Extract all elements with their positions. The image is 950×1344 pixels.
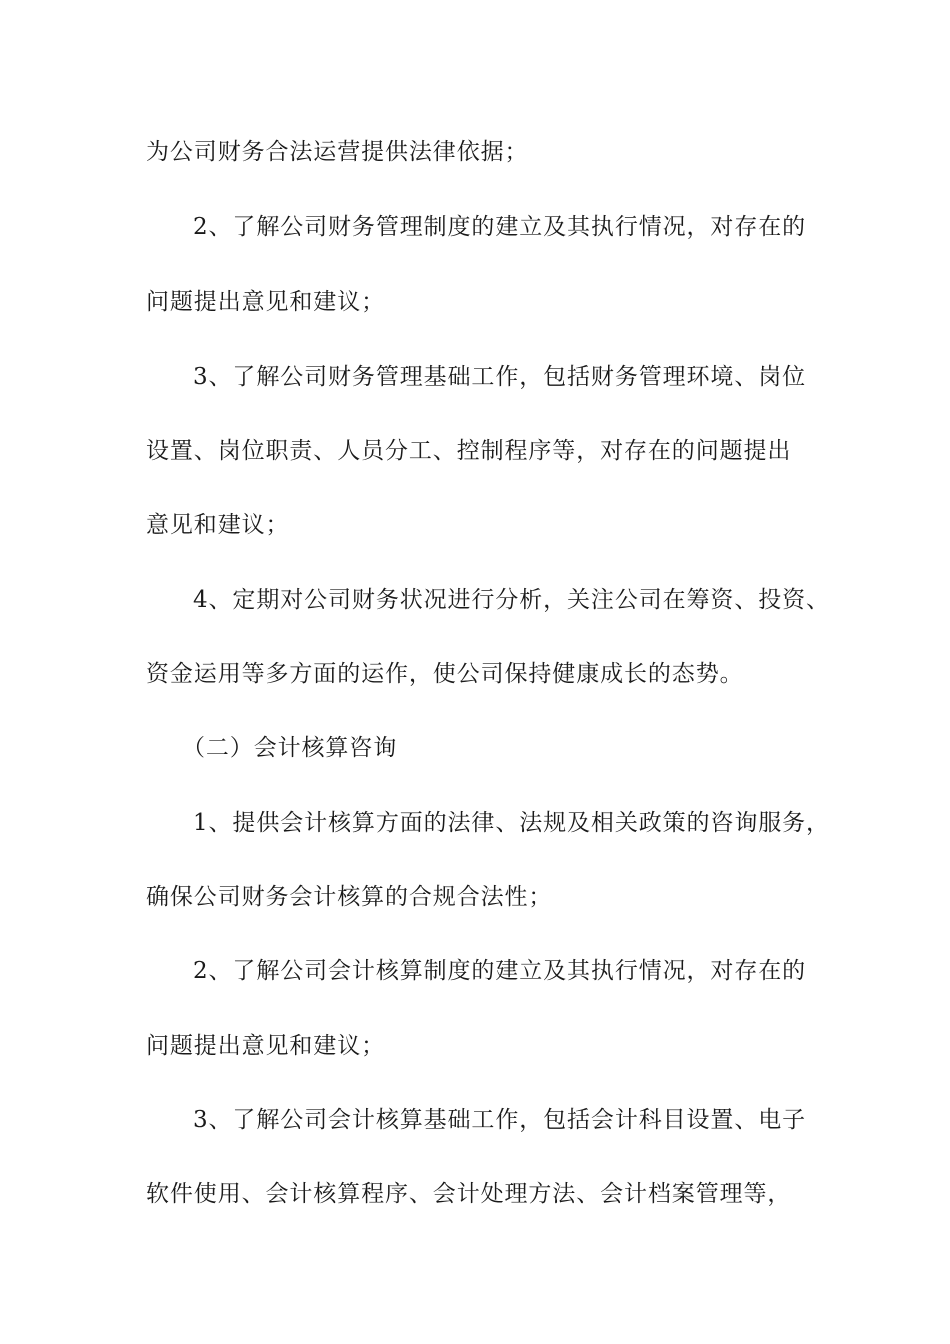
text-line: 2、了解公司会计核算制度的建立及其执行情况，对存在的 — [193, 958, 807, 984]
text-line: 1、提供会计核算方面的法律、法规及相关政策的咨询服务， — [193, 810, 830, 836]
text-line: 意见和建议； — [146, 512, 290, 538]
text-line: 资金运用等多方面的运作，使公司保持健康成长的态势。 — [146, 661, 744, 687]
text-line: 问题提出意见和建议； — [146, 1033, 385, 1059]
text-line: 为公司财务合法运营提供法律依据； — [146, 139, 529, 165]
text-line: 3、了解公司会计核算基础工作，包括会计科目设置、电子 — [193, 1107, 807, 1133]
section-heading: （二）会计核算咨询 — [182, 735, 398, 761]
text-line: 3、了解公司财务管理基础工作，包括财务管理环境、岗位 — [193, 364, 807, 390]
text-line: 软件使用、会计核算程序、会计处理方法、会计档案管理等， — [146, 1181, 792, 1207]
text-line: 设置、岗位职责、人员分工、控制程序等，对存在的问题提出 — [146, 438, 792, 464]
text-line: 4、定期对公司财务状况进行分析，关注公司在筹资、投资、 — [193, 587, 830, 613]
text-line: 问题提出意见和建议； — [146, 289, 385, 315]
text-line: 2、了解公司财务管理制度的建立及其执行情况，对存在的 — [193, 214, 807, 240]
text-line: 确保公司财务会计核算的合规合法性； — [146, 884, 553, 910]
